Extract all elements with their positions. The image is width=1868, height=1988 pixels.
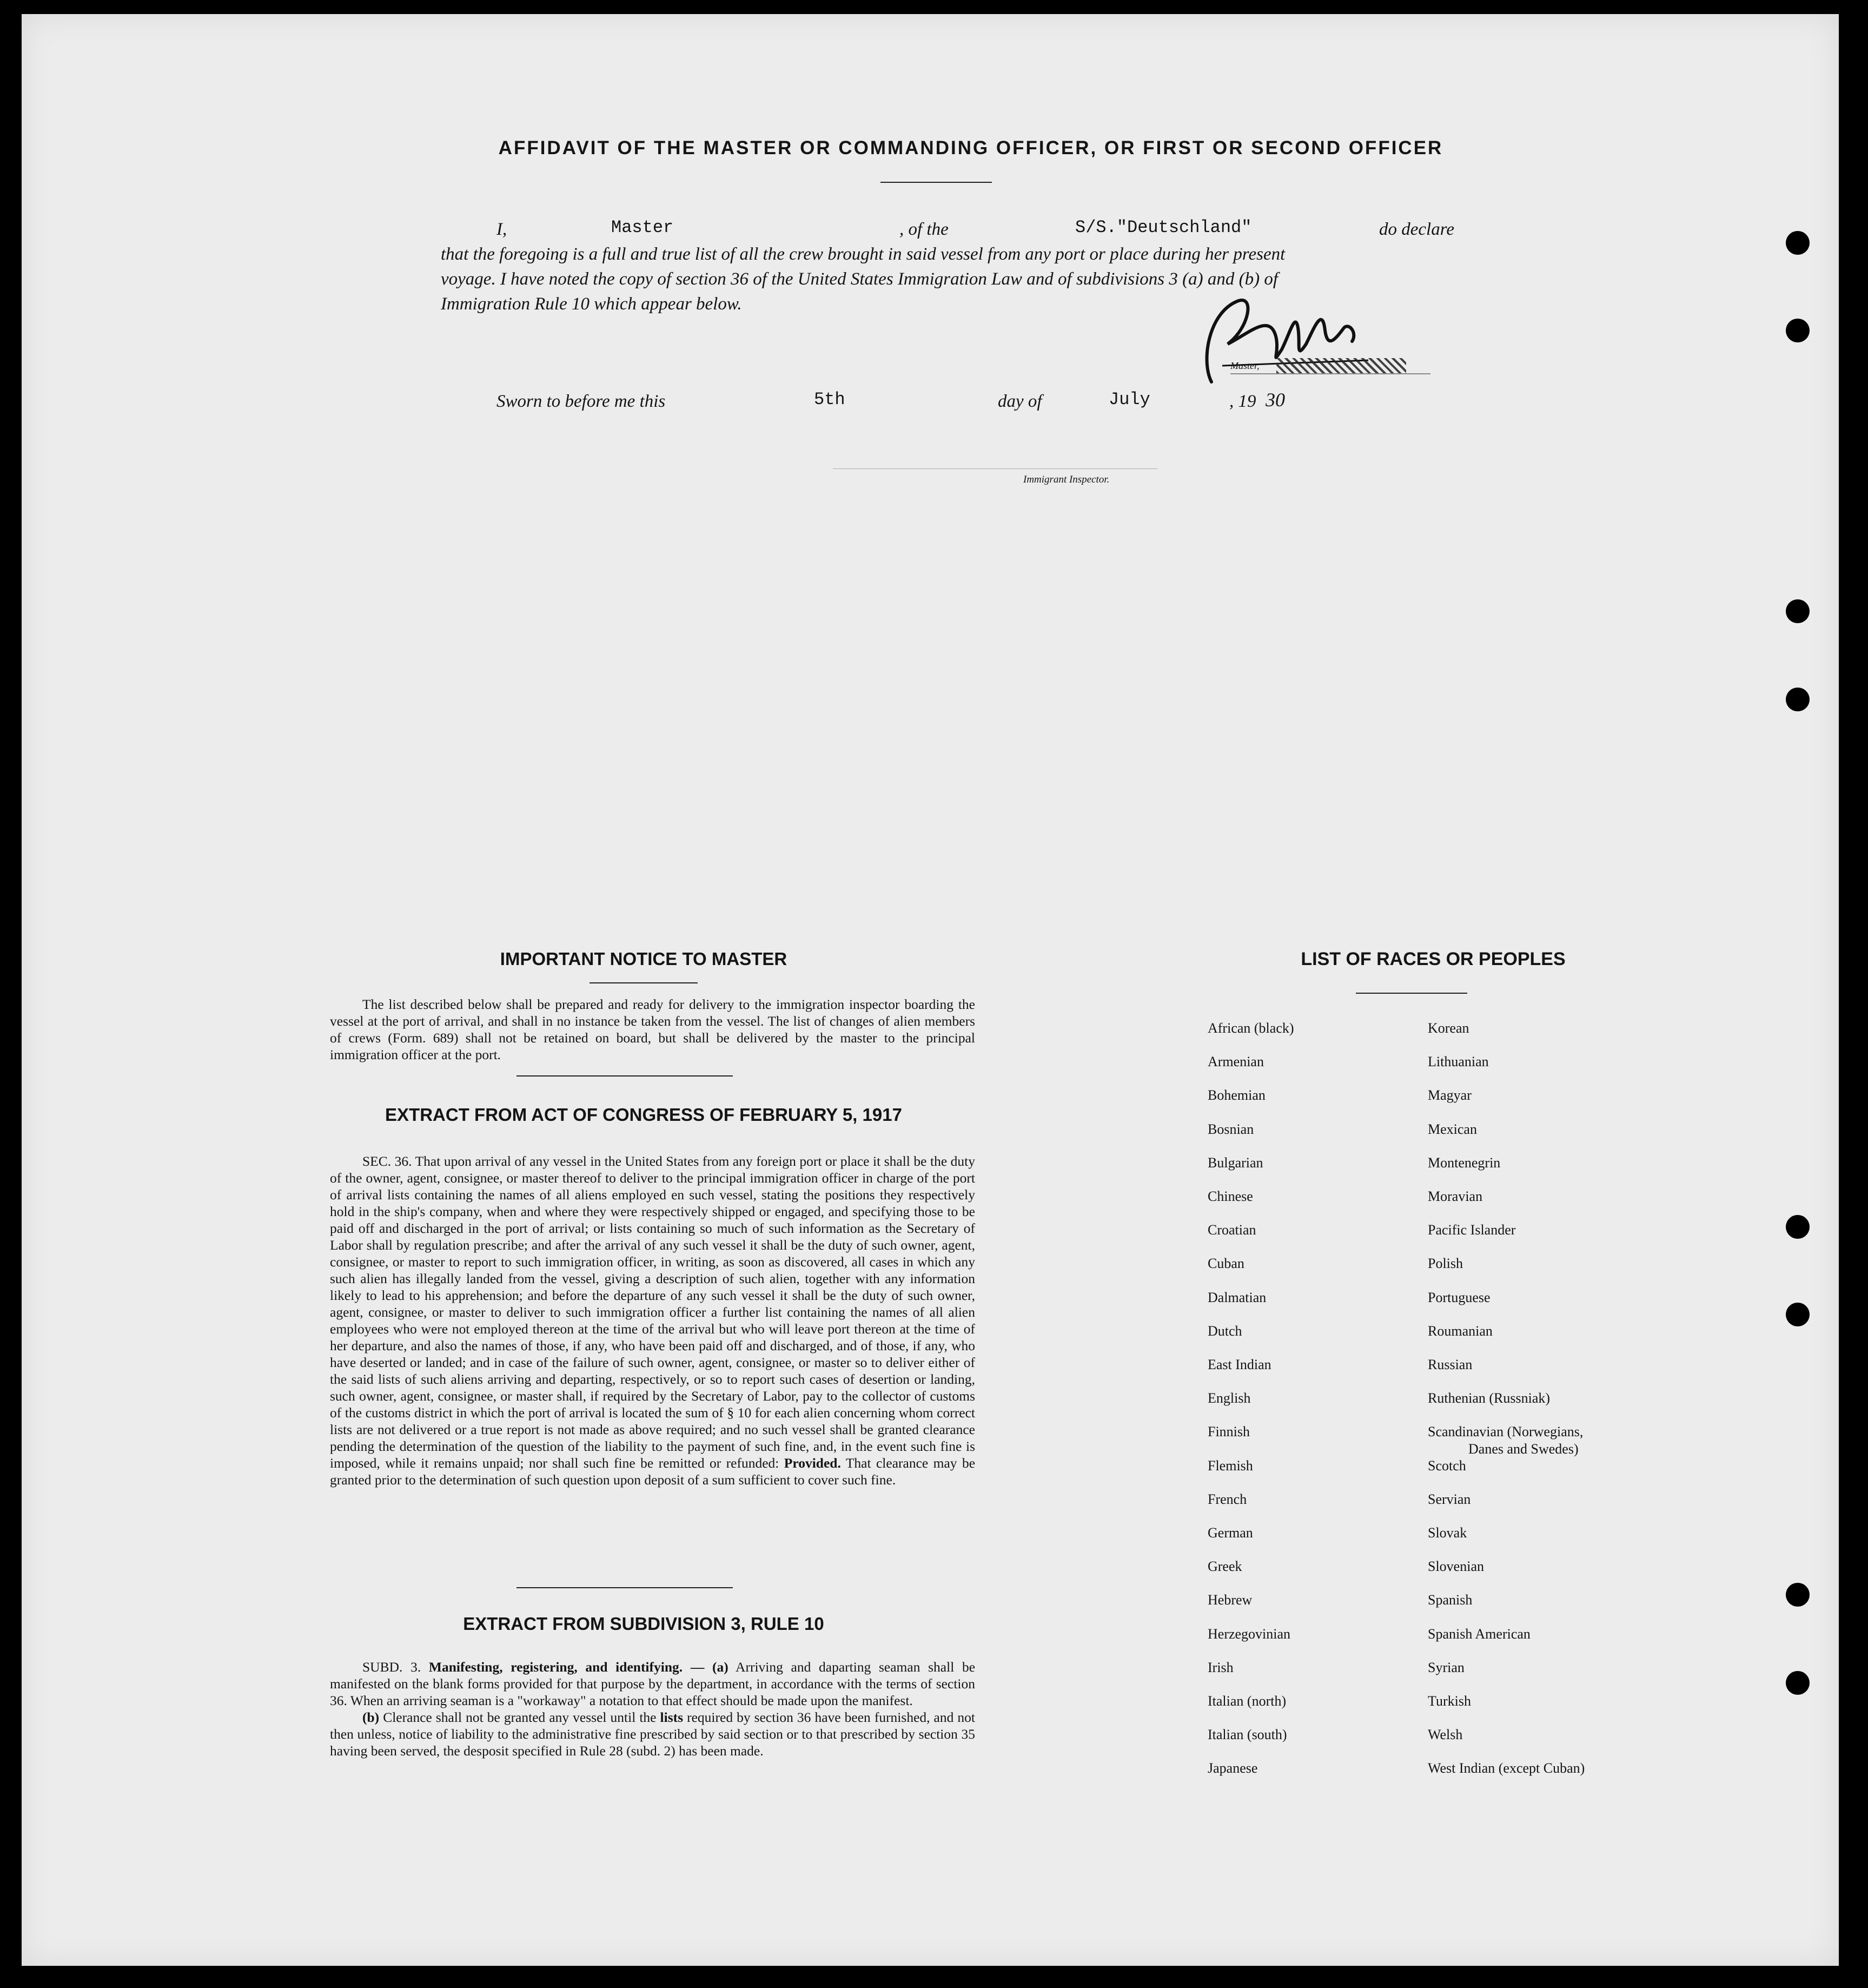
binder-hole <box>1786 688 1810 711</box>
signature-line <box>1230 373 1430 374</box>
race-item: Bosnian <box>1208 1121 1254 1137</box>
rank-field: Master <box>611 217 674 237</box>
race-item: Turkish <box>1428 1693 1471 1709</box>
inspector-line <box>833 468 1157 469</box>
race-item: English <box>1208 1390 1251 1406</box>
binder-hole <box>1786 1583 1810 1607</box>
race-item: Dalmatian <box>1208 1289 1267 1305</box>
sworn-prefix: Sworn to before me this <box>496 392 666 411</box>
master-signature <box>1190 279 1385 398</box>
notice-title-rule <box>589 982 698 983</box>
race-item: Lithuanian <box>1428 1054 1489 1070</box>
form-page <box>22 14 1839 1966</box>
races-title-rule <box>1356 993 1467 994</box>
notice-title: IMPORTANT NOTICE TO MASTER <box>500 949 787 969</box>
notice-text <box>330 996 975 1063</box>
race-item: Dutch <box>1208 1323 1242 1339</box>
affidavit-line-2: that the foregoing is a full and true list of all the crew brought in said vessel from any port or place during her present <box>441 245 1286 264</box>
race-item: Welsh <box>1428 1727 1463 1743</box>
race-item: Slovenian <box>1428 1558 1484 1575</box>
extract-rule-title: EXTRACT FROM SUBDIVISION 3, RULE 10 <box>463 1614 824 1634</box>
notice-paragraph: The list described below shall be prepared and ready for delivery to the immigration inspector boarding the vessel at the port of arrival, and shall in no instance be taken from the vessel. The list of changes of alien members of crews (Form. 689) shall not be retained on board, but shall be delivered by the master to the principal immigration officer at the port. <box>330 996 975 1062</box>
race-item: Herzegovinian <box>1208 1626 1291 1642</box>
race-item: West Indian (except Cuban) <box>1428 1760 1585 1776</box>
race-item: Portuguese <box>1428 1289 1491 1305</box>
race-item: Russian <box>1428 1357 1473 1372</box>
race-item: Moravian <box>1428 1188 1483 1204</box>
race-item: Bohemian <box>1208 1087 1266 1104</box>
race-item: Servian <box>1428 1491 1471 1507</box>
race-item: Spanish American <box>1428 1626 1531 1642</box>
title-rule <box>880 182 992 183</box>
subd-label: SUBD. 3. <box>362 1659 421 1675</box>
race-item: Montenegrin <box>1428 1154 1501 1171</box>
text-a: Arriving and daparting seaman shall be manifested on the blank forms provided for that purpose by the department, in accordance with the terms of section 36. When an arriving seaman is a "workaway" a notation to that effect should be made upon the manifest. <box>330 1659 976 1708</box>
affidavit-line-3: voyage. I have noted the copy of section 36 of the United States Immigration Law and of subdivisions 3 (a) and (b) of <box>441 269 1279 289</box>
binder-hole <box>1786 599 1810 623</box>
race-item: African (black) <box>1208 1020 1294 1036</box>
race-item: Korean <box>1428 1020 1469 1036</box>
binder-hole <box>1786 1671 1810 1695</box>
b-label: (b) <box>362 1709 380 1725</box>
race-item: Scandinavian (Norwegians, <box>1428 1424 1584 1440</box>
extract-act-title: EXTRACT FROM ACT OF CONGRESS OF FEBRUARY 5, 1917 <box>385 1105 902 1125</box>
race-item: Pacific Islander <box>1428 1222 1516 1238</box>
sec36-text-end: That clearance may be granted prior to the determination of such question upon deposit of a sum sufficient to cover such fine. <box>330 1455 976 1488</box>
vessel-field: S/S."Deutschland" <box>1075 217 1252 237</box>
race-item: Magyar <box>1428 1087 1472 1104</box>
race-item: Croatian <box>1208 1222 1256 1238</box>
race-item: Slovak <box>1428 1525 1467 1541</box>
race-item: Flemish <box>1208 1457 1253 1474</box>
act-rule <box>516 1587 733 1588</box>
sec36-text: SEC. 36. That upon arrival of any vessel in the United States from any foreign port or place it shall be the duty of the owner, agent, consignee, or master thereof to deliver to the principal immigration officer in charge of the port of arrival lists containing the names of all aliens employed en such vessel, stating the positions they respectively hold in the ship's company, when and where they were respectively shipped or engaged, and specifying those to be paid off and discharged in the port of arrival; or lists containing so much of such information as the Secretary of Labor shall by regulation prescribe; and after the arrival of any such vessel it shall be the duty of such owner, agent, consignee, or master to report to such immigration officer, in writing, as soon as discovered, all cases in which any such alien has illegally landed from the vessel, giving a description of such alien, together with any information likely to lead to his apprehension; and before the departure of any such vessel it shall be the duty of such owner, agent, consignee, or master to deliver to such immigration officer a further list containing the names of all alien employees who were not employed thereon at the time of the arrival but who will leave port thereon at the time of her departure, and also the names of those, if any, who have been paid off and discharged, and of those, if any, who have deserted or landed; and in case of the failure of such owner, agent, consignee, or master so to deliver either of the said lists of such aliens arriving and departing, respectively, or so to report such cases of desertion or landing, such owner, agent, consignee, or master shall, if required by the Secretary of Labor, pay to the collector of customs of the customs district in which the port of arrival is located the sum of § 10 for each alien concerning whom correct lists are not delivered or a true report is not made as above required; and no such vessel shall be granted clearance pending the determination of the question of the liability to the payment of such fine, and, in the event such fine is imposed, while it remains unpaid; nor shall such fine be remitted or refunded: <box>330 1153 975 1471</box>
race-scandinavian-line-2: Danes and Swedes) <box>1468 1441 1579 1457</box>
lists-word: lists <box>660 1709 684 1725</box>
binder-hole <box>1786 1215 1810 1239</box>
word-i: I, <box>496 220 507 239</box>
word-of-the: , of the <box>899 220 949 239</box>
text-b2: required by section 36 have been furnished, and not then unless, notice of liability to the administrative fine prescribed by said section or to that prescribed by section 35 having been served, the desposit specified in Rule 28 (subd. 2) has been made. <box>330 1709 976 1759</box>
race-item: Chinese <box>1208 1188 1253 1204</box>
race-item: Japanese <box>1208 1760 1258 1776</box>
year-prefix: , 19 <box>1229 392 1256 411</box>
day-field: 5th <box>814 389 845 410</box>
binder-hole <box>1786 319 1810 342</box>
extract-act-text <box>330 1153 975 1488</box>
race-item: Finnish <box>1208 1424 1250 1440</box>
text-b1: Clerance shall not be granted any vessel until the <box>383 1709 657 1725</box>
subd-heading: Manifesting, registering, and identifying. <box>428 1659 683 1675</box>
race-item: Italian (south) <box>1208 1727 1287 1743</box>
race-item: Irish <box>1208 1659 1234 1675</box>
affidavit-line-4: Immigration Rule 10 which appear below. <box>441 294 742 314</box>
race-item: German <box>1208 1525 1253 1541</box>
race-item: Greek <box>1208 1558 1242 1575</box>
extract-rule-text <box>330 1659 975 1759</box>
race-item: Roumanian <box>1428 1323 1493 1339</box>
race-item: East Indian <box>1208 1357 1271 1372</box>
year-handwritten: 30 <box>1266 389 1285 411</box>
provided-word: Provided. <box>784 1455 841 1471</box>
day-of: day of <box>998 392 1042 411</box>
binder-hole <box>1786 1303 1810 1326</box>
race-item: Ruthenian (Russniak) <box>1428 1390 1551 1406</box>
struck-out-text <box>1276 358 1406 373</box>
signature-caption: Master, <box>1230 360 1260 371</box>
race-item: Mexican <box>1428 1121 1477 1137</box>
word-declare: do declare <box>1379 220 1454 239</box>
race-item: Syrian <box>1428 1659 1465 1675</box>
race-item: Cuban <box>1208 1256 1244 1272</box>
race-item: Bulgarian <box>1208 1154 1263 1171</box>
month-field: July <box>1109 389 1150 410</box>
race-item: French <box>1208 1491 1247 1507</box>
race-item: Spanish <box>1428 1592 1473 1608</box>
notice-rule <box>516 1075 733 1076</box>
race-item: Hebrew <box>1208 1592 1253 1608</box>
affidavit-title: AFFIDAVIT OF THE MASTER OR COMMANDING OFFICER, OR FIRST OR SECOND OFFICER <box>498 137 1443 158</box>
race-item: Polish <box>1428 1256 1463 1272</box>
binder-hole <box>1786 231 1810 255</box>
race-item: Italian (north) <box>1208 1693 1287 1709</box>
inspector-label: Immigrant Inspector. <box>1023 474 1110 485</box>
race-item: Armenian <box>1208 1054 1264 1070</box>
dash-a: — (a) <box>690 1659 728 1675</box>
race-item: Scotch <box>1428 1457 1466 1474</box>
races-title: LIST OF RACES OR PEOPLES <box>1301 949 1566 969</box>
